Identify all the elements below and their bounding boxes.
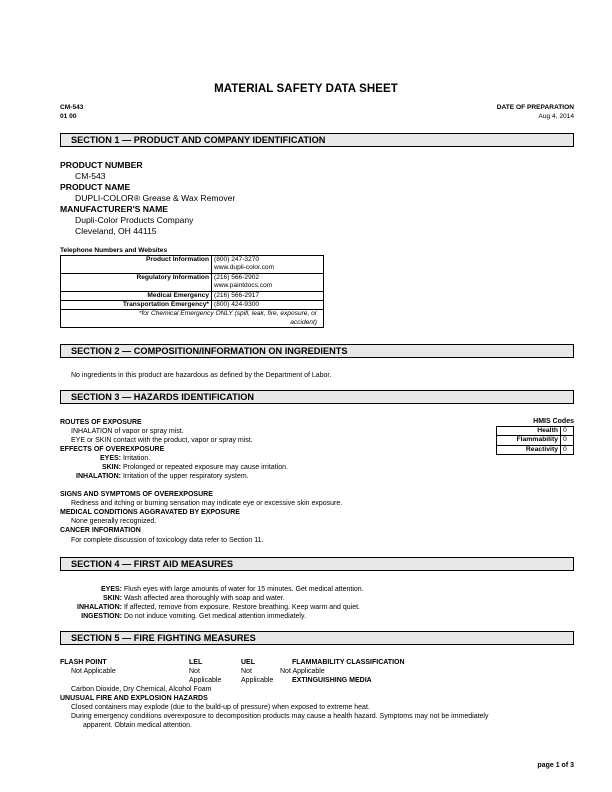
uel-label: UEL	[241, 659, 255, 666]
table-row	[61, 256, 324, 274]
skin-label: SKIN:	[102, 595, 122, 602]
table-cell: Flammability	[497, 436, 561, 445]
product-name-value: DUPLI-COLOR® Grease & Wax Remover	[75, 193, 236, 203]
table-row	[61, 310, 324, 328]
inhalation-text: Irritation of the upper respiratory system.	[122, 473, 249, 480]
telephone-table	[60, 255, 324, 328]
medical-conditions-label: MEDICAL CONDITIONS AGGRAVATED BY EXPOSURE	[60, 509, 240, 516]
table-cell: 0	[561, 445, 574, 454]
medical-conditions-text: None generally recognized.	[71, 518, 157, 525]
website-link[interactable]: www.paintdocs.com	[214, 282, 273, 290]
first-aid-inhalation	[60, 603, 360, 612]
inhalation-label: INHALATION:	[76, 473, 121, 480]
eyes-text: Flush eyes with large amounts of water for 15 minutes. Get medical attention.	[123, 586, 364, 593]
table-cell: Health	[497, 427, 561, 436]
effects-skin	[60, 463, 288, 472]
table-row	[497, 436, 574, 445]
unusual-hazards-label: UNUSUAL FIRE AND EXPLOSION HAZARDS	[60, 695, 208, 702]
eyes-label: EYES:	[99, 455, 121, 462]
emergency-note	[61, 310, 324, 328]
preparation-date: Aug 4, 2014	[538, 113, 574, 120]
manufacturer-label: MANUFACTURER'S NAME	[60, 204, 169, 214]
cancer-label: CANCER INFORMATION	[60, 527, 141, 534]
table-cell: 0	[561, 436, 574, 445]
first-aid-eyes	[60, 585, 364, 594]
table-row	[61, 291, 324, 300]
unusual-hazards-line-2: During emergency conditions overexposure to decomposition products may cause a health hazard. Symptoms may not be immediately	[71, 713, 489, 720]
table-row	[61, 273, 324, 291]
routes-label: ROUTES OF EXPOSURE	[60, 419, 142, 426]
composition-text: No ingredients in this product are hazardous as defined by the Department of Labor.	[71, 372, 332, 379]
inhalation-text: If affected, remove from exposure. Restore breathing. Keep warm and quiet.	[123, 604, 361, 611]
lel-value-1: Not	[189, 668, 200, 675]
uel-value-1: Not	[241, 668, 252, 675]
table-cell: Product Information	[61, 256, 212, 274]
eyes-label: EYES:	[100, 586, 122, 593]
inhalation-label: INHALATION:	[77, 604, 122, 611]
ingestion-label: INGESTION:	[81, 613, 122, 620]
document-title: MATERIAL SAFETY DATA SHEET	[214, 83, 398, 95]
effects-inhalation	[60, 472, 249, 481]
skin-text: Prolonged or repeated exposure may cause irritation.	[122, 464, 288, 471]
routes-line-2: EYE or SKIN contact with the product, vapor or spray mist.	[71, 437, 253, 444]
section-1-title: SECTION 1 — PRODUCT AND COMPANY IDENTIFICATION	[71, 135, 326, 145]
section-4-title: SECTION 4 — FIRST AID MEASURES	[71, 559, 233, 569]
extinguishing-label: EXTINGUISHING MEDIA	[292, 677, 372, 684]
phone-number: (216) 566-2902	[214, 273, 260, 281]
flash-point-value: Not Applicable	[71, 668, 116, 675]
skin-text: Wash affected area thoroughly with soap and water.	[123, 595, 285, 602]
manufacturer-name: Dupli-Color Products Company	[75, 215, 194, 225]
flammability-value: Not Applicable	[280, 668, 325, 675]
manufacturer-address: Cleveland, OH 44115	[75, 226, 157, 236]
section-1-header	[60, 133, 574, 147]
first-aid-skin	[60, 594, 285, 603]
preparation-date-label: DATE OF PREPARATION	[496, 104, 574, 111]
unusual-hazards-line-3: apparent. Obtain medical attention.	[83, 722, 192, 729]
product-code: CM-543	[60, 104, 84, 111]
table-cell: Regulatory Information	[61, 273, 212, 291]
table-cell: 0	[561, 427, 574, 436]
hmis-title: HMIS Codes	[533, 418, 574, 425]
table-row	[61, 301, 324, 310]
table-cell	[212, 273, 324, 291]
phone-number: (800) 247-3270	[214, 256, 260, 263]
website-link[interactable]: www.dupli-color.com	[214, 264, 275, 272]
table-cell: Reactivity	[497, 445, 561, 454]
first-aid-ingestion	[60, 612, 306, 621]
table-row	[497, 427, 574, 436]
effects-label: EFFECTS OF OVEREXPOSURE	[60, 446, 165, 453]
product-number-label: PRODUCT NUMBER	[60, 160, 143, 170]
section-4-header	[60, 557, 574, 571]
section-5-title: SECTION 5 — FIRE FIGHTING MEASURES	[71, 633, 256, 643]
flash-point-label: FLASH POINT	[60, 659, 107, 666]
eyes-text: Irritation.	[122, 455, 151, 462]
unusual-hazards-line-1: Closed containers may explode (due to the build-up of pressure) when exposed to extreme heat.	[71, 704, 370, 711]
uel-value-2: Applicable	[241, 677, 274, 684]
table-cell: Transportation Emergency*	[61, 301, 212, 310]
ingestion-text: Do not induce vomiting. Get medical attention immediately.	[123, 613, 306, 620]
effects-eyes	[60, 454, 150, 463]
routes-line-1: INHALATION of vapor or spray mist.	[71, 428, 184, 435]
flammability-label: FLAMMABILITY CLASSIFICATION	[292, 659, 405, 666]
table-row	[497, 445, 574, 454]
signs-label: SIGNS AND SYMPTOMS OF OVEREXPOSURE	[60, 491, 213, 498]
page-number: page 1 of 3	[537, 762, 574, 769]
product-number-value: CM-543	[75, 171, 106, 181]
product-name-label: PRODUCT NAME	[60, 182, 131, 192]
lel-value-2: Applicable	[189, 677, 222, 684]
phone-number: (800) 424-9300	[212, 301, 324, 310]
skin-label: SKIN:	[101, 464, 121, 471]
extinguishing-value: Carbon Dioxide, Dry Chemical, Alcohol Foam	[71, 686, 212, 693]
table-cell	[212, 256, 324, 274]
cancer-text: For complete discussion of toxicology data refer to Section 11.	[71, 537, 264, 544]
table-cell: Medical Emergency	[61, 291, 212, 300]
telephone-heading: Telephone Numbers and Websites	[60, 247, 168, 254]
lel-label: LEL	[189, 659, 203, 666]
section-2-title: SECTION 2 — COMPOSITION/INFORMATION ON INGREDIENTS	[71, 346, 348, 356]
phone-number: (216) 566-2917	[212, 291, 324, 300]
section-2-header	[60, 344, 574, 358]
note-line-1: *for Chemical Emergency ONLY (spill, leak, fire, exposure, or	[138, 310, 317, 318]
hmis-table	[496, 426, 574, 455]
section-3-title: SECTION 3 — HAZARDS IDENTIFICATION	[71, 392, 255, 402]
revision-code: 01 00	[60, 113, 77, 120]
note-line-2: accident)	[290, 318, 317, 326]
section-5-header	[60, 631, 574, 645]
signs-text: Redness and itching or burning sensation may indicate eye or excessive skin exposure.	[71, 500, 343, 507]
section-3-header	[60, 390, 574, 404]
